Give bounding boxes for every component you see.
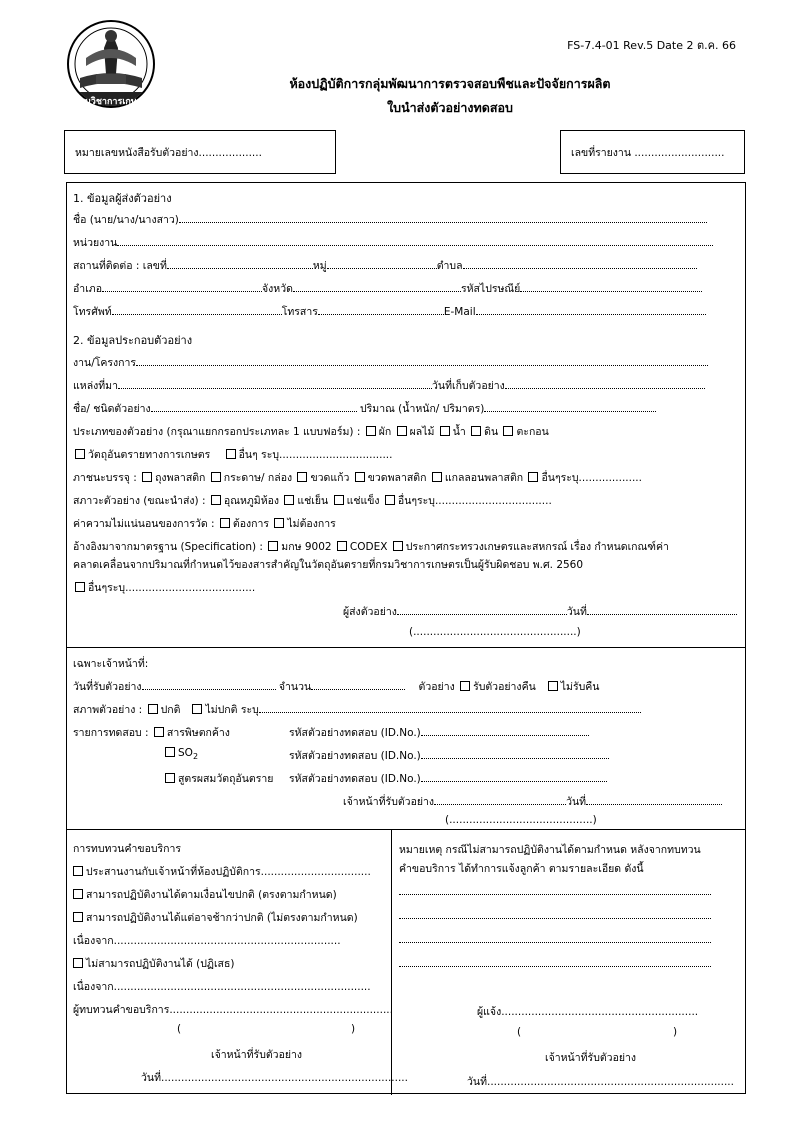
condition-row: สภาวะตัวอย่าง (ขณะนำส่ง) : อุณหภูมิห้อง แช่เย็น แช่แข็ง อื่นๆระบุ...................................	[73, 495, 552, 507]
note-paren-open: (	[517, 1026, 522, 1038]
note-date[interactable]: วันที่..........................................................................	[467, 1076, 734, 1088]
svg-text:กรมวิชาการเกษตร: กรมวิชาการเกษตร	[74, 97, 148, 107]
department-seal-logo	[66, 18, 156, 114]
checkbox[interactable]	[284, 495, 294, 505]
contact-field[interactable]: โทรศัพท์ โทรสาร E-Mail	[73, 303, 706, 320]
sample-state-row: สภาพตัวอย่าง : ปกติ ไม่ปกติ ระบุ	[73, 701, 641, 718]
officer-heading: เฉพาะเจ้าหน้าที่:	[73, 658, 149, 670]
checkbox[interactable]	[73, 866, 83, 876]
note-blank-line[interactable]	[399, 885, 711, 898]
checkbox[interactable]	[75, 449, 85, 459]
form-title: ใบนำส่งตัวอย่างทดสอบ	[387, 100, 513, 115]
checkbox[interactable]	[334, 495, 344, 505]
checkbox[interactable]	[142, 472, 152, 482]
note-line-2: คำขอบริการ ได้ทำการแจ้งลูกค้า ตามรายละเอียด ดังนี้	[399, 863, 644, 875]
review-item-coordinate: ประสานงานกับเจ้าหน้าที่ห้องปฏิบัติการ.................................	[73, 863, 371, 880]
project-field[interactable]: งาน/โครงการ	[73, 354, 708, 371]
checkbox[interactable]	[148, 704, 158, 714]
officer-signature-field[interactable]: เจ้าหน้าที่รับตัวอย่าง วันที่	[343, 793, 722, 810]
note-blank-line[interactable]	[399, 933, 711, 946]
checkbox[interactable]	[432, 472, 442, 482]
review-date[interactable]: วันที่..........................................................................	[141, 1072, 408, 1084]
note-blank-line[interactable]	[399, 909, 711, 922]
section2-heading: 2. ข้อมูลประกอบตัวอย่าง	[73, 334, 193, 347]
checkbox[interactable]	[460, 681, 470, 691]
divider	[67, 829, 745, 830]
note-receiver: เจ้าหน้าที่รับตัวอย่าง	[545, 1052, 637, 1064]
reviewer-field[interactable]: ผู้ทบทวนคำขอบริการ...................................................................	[73, 1004, 393, 1016]
checkbox[interactable]	[268, 541, 278, 551]
checkbox[interactable]	[75, 582, 85, 592]
test-id-3[interactable]: รหัสตัวอย่างทดสอบ (ID.No.)	[289, 770, 607, 787]
checkbox[interactable]	[73, 889, 83, 899]
checkbox[interactable]	[73, 958, 83, 968]
note-blank-line[interactable]	[399, 957, 711, 970]
sample-type-row-2: วัตถุอันตรายทางการเกษตร อื่นๆ ระบุ..................................	[73, 446, 392, 463]
sender-signature-field[interactable]: ผู้ส่งตัวอย่าง วันที่	[343, 603, 737, 620]
test-row-3: สูตรผสมวัตถุอันตราย	[163, 770, 273, 787]
review-paren-close: )	[351, 1023, 356, 1035]
checkbox[interactable]	[220, 518, 230, 528]
test-id-1[interactable]: รหัสตัวอย่างทดสอบ (ID.No.)	[289, 724, 589, 741]
sample-name-field[interactable]: ชื่อ/ ชนิดตัวอย่าง ปริมาณ (น้ำหนัก/ ปริมาตร)	[73, 400, 656, 417]
district-province-field[interactable]: อำเภอ จังหวัด รหัสไปรษณีย์	[73, 280, 702, 297]
report-number-box[interactable]	[560, 130, 745, 174]
checkbox[interactable]	[393, 541, 403, 551]
reference-number-label: หมายเลขหนังสือรับตัวอย่าง...................	[75, 147, 262, 159]
checkbox[interactable]	[154, 727, 164, 737]
report-number-label: เลขที่รายงาน ...........................	[571, 147, 725, 159]
reference-number-box[interactable]	[64, 130, 336, 174]
sender-name-field[interactable]: ชื่อ (นาย/นาง/นางสาว)	[73, 211, 707, 228]
checkbox[interactable]	[73, 912, 83, 922]
checkbox[interactable]	[297, 472, 307, 482]
review-item-delayed: สามารถปฏิบัติงานได้แต่อาจช้ากว่าปกติ (ไม่ตรงตามกำหนด)	[73, 909, 358, 926]
officer-signature-paren: (...........................................)	[445, 814, 597, 826]
review-because-2[interactable]: เนื่องจาก.............................................................................	[73, 981, 371, 993]
document-code: FS-7.4-01 Rev.5 Date 2 ต.ค. 66	[567, 39, 736, 52]
specification-continued: คลาดเคลื่อนจากปริมาณที่กำหนดไว้ของสารสำคัญในวัตถุอันตรายที่กรมวิชาการเกษตรเป็นผู้รับผิดชอบ พ.ศ. 2560	[73, 559, 584, 571]
test-row-2: $SO_2$	[163, 747, 198, 761]
checkbox[interactable]	[226, 449, 236, 459]
note-paren-close: )	[673, 1026, 678, 1038]
agency-field[interactable]: หน่วยงาน	[73, 234, 713, 251]
container-row: ภาชนะบรรจุ : ถุงพลาสติก กระดาษ/ กล่อง ขวดแก้ว ขวดพลาสติก แกลลอนพลาสติก อื่นๆระบุ...................	[73, 472, 642, 484]
address-field[interactable]: สถานที่ติดต่อ : เลขที่ หมู่ ตำบล	[73, 257, 697, 274]
checkbox[interactable]	[440, 426, 450, 436]
review-paren-open: (	[177, 1023, 182, 1035]
checkbox[interactable]	[528, 472, 538, 482]
form-main-frame	[66, 182, 746, 1094]
section1-heading: 1. ข้อมูลผู้ส่งตัวอย่าง	[73, 192, 172, 205]
sender-signature-paren: (.................................................)	[409, 626, 581, 638]
checkbox[interactable]	[337, 541, 347, 551]
informer-field[interactable]: ผู้แจ้ง...........................................................	[477, 1006, 699, 1018]
divider	[67, 647, 745, 648]
review-item-normal: สามารถปฏิบัติงานได้ตามเงื่อนไขปกติ (ตรงตามกำหนด)	[73, 886, 337, 903]
checkbox[interactable]	[274, 518, 284, 528]
checkbox[interactable]	[355, 472, 365, 482]
checkbox[interactable]	[385, 495, 395, 505]
checkbox[interactable]	[397, 426, 407, 436]
checkbox[interactable]	[165, 747, 175, 757]
specification-row: อ้างอิงมาจากมาตรฐาน (Specification) : มกษ 9002 CODEX ประกาศกระทรวงเกษตรและสหกรณ์ เรื่อง กำหนดเกณฑ์ค่า	[73, 541, 669, 553]
specification-other: อื่นๆระบุ.......................................	[73, 579, 255, 596]
divider	[391, 829, 392, 1095]
review-because[interactable]: เนื่องจาก....................................................................	[73, 935, 341, 947]
checkbox[interactable]	[211, 495, 221, 505]
note-line-1: หมายเหตุ กรณีไม่สามารถปฏิบัติงานได้ตามกำหนด หลังจากทบทวน	[399, 844, 701, 856]
sample-type-row: ประเภทของตัวอย่าง (กรุณาแยกกรอกประเภทละ 1 แบบฟอร์ม) : ผัก ผลไม้ น้ำ ดิน ตะกอน	[73, 426, 549, 438]
lab-title: ห้องปฏิบัติการกลุ่มพัฒนาการตรวจสอบพืชและปัจจัยการผลิต	[289, 76, 611, 91]
uncertainty-row: ค่าความไม่แน่นอนของการวัด : ต้องการ ไม่ต้องการ	[73, 518, 336, 530]
checkbox[interactable]	[211, 472, 221, 482]
receive-row: วันที่รับตัวอย่าง จำนวน ตัวอย่าง รับตัวอย่างคืน ไม่รับคืน	[73, 681, 600, 693]
review-item-reject: ไม่สามารถปฏิบัติงานได้ (ปฏิเสธ)	[73, 955, 234, 972]
test-row-1: รายการทดสอบ : สารพิษตกค้าง	[73, 727, 230, 739]
checkbox[interactable]	[548, 681, 558, 691]
checkbox[interactable]	[366, 426, 376, 436]
test-id-2[interactable]: รหัสตัวอย่างทดสอบ (ID.No.)	[289, 747, 609, 764]
checkbox[interactable]	[471, 426, 481, 436]
source-field[interactable]: แหล่งที่มา วันที่เก็บตัวอย่าง	[73, 377, 705, 394]
checkbox[interactable]	[503, 426, 513, 436]
checkbox[interactable]	[192, 704, 202, 714]
review-heading: การทบทวนคำขอบริการ	[73, 843, 182, 855]
review-receiver: เจ้าหน้าที่รับตัวอย่าง	[211, 1049, 303, 1061]
checkbox[interactable]	[165, 773, 175, 783]
